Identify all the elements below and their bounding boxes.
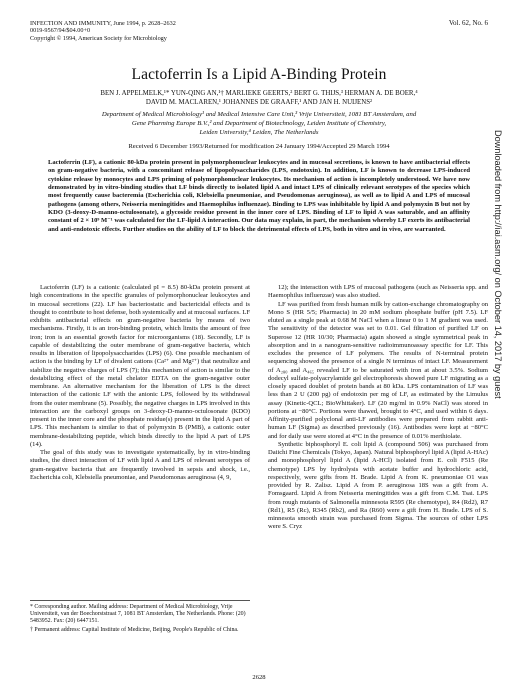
journal-citation bbox=[30, 20, 176, 42]
body-paragraph: Synthetic biphosphoryl E. coli lipid A (compound 506) was purchased from Daiichi Fine Chemicals (Tokyo, Japan). Natural biphosphoryl lipid A (lipid A-HAc) and monophosphoryl lipid A (lipid A-HCl) isolated from E. coli F515 (Re chemotype) LPS by hydrolysis with acetate buffer and hydrochloric acid, respectively, were gifts from H. Brade. Lipid A from K. pneumoniae O1 was provided by R. Zalisz. Lipid A from P. aeruginosa 18S was a gift from A. Fomsgaard. Lipid A from Neisseria meningitides was a gift from C.M. Tsai. LPS from rough mutants of Salmonella minnesota R595 (Re chemotype), R4 (Rd2), R7 (Rd1), R5 (Rc), R345 (Rb2), and Ra (R60) were a gift from H. Brade. LPS of S. minnesota smooth strain was purchased from Sigma. The sources of other LPS were S. Cryz bbox=[268, 440, 488, 531]
body-column-right bbox=[268, 284, 488, 532]
footnotes bbox=[30, 600, 250, 636]
author-list bbox=[30, 89, 488, 107]
download-watermark: Downloaded from http://iai.asm.org/ on October 14, 2017 by guest bbox=[493, 130, 503, 399]
author-line-2: DAVID M. MACLAREN,¹ JOHANNES DE GRAAFF,¹ AND JAN H. NUIJENS² bbox=[145, 99, 373, 106]
affiliations bbox=[30, 110, 488, 137]
body-column-left bbox=[30, 284, 250, 482]
affiliation-line-1: Department of Medical Microbiology¹ and Medical Intensive Care Unit,³ Vrije Universiteit, 1081 BT Amsterdam, and bbox=[101, 111, 417, 118]
corresponding-author-note: * Corresponding author. Mailing address: Department of Medical Microbiology, Vrije Universiteit, van der Boechorststraat 7, 1081 BT Amsterdam, The Netherlands. Phone: (20) 5483952. Fax: (20) 6447151. bbox=[30, 604, 246, 625]
issn-line: 0019-9567/94/$04.00+0 bbox=[30, 27, 91, 35]
body-paragraph: 12); the interaction with LPS of mucosal pathogens (such as Neisseria spp. and Haemophilus influenzae) was also studied. bbox=[268, 284, 488, 300]
author-line-1: BEN J. APPELMELK,¹* YUN-QING AN,¹† MARLIEKE GEERTS,² BERT G. THIJS,³ HERMAN A. DE BOER,⁴ bbox=[100, 90, 418, 97]
body-paragraph: Lactoferrin (LF) is a cationic (calculated pI = 8.5) 80-kDa protein present at high concentrations in the specific granules of polymorphonuclear leukocytes and in mucosal secretions (22). LF has bacteriostatic and bactericidal effects and is thought to contribute to host defense, both systemically and at mucosal surfaces. LF exhibits antibacterial effects on gram-negative bacteria by means of two mechanisms. Firstly, it is an iron-binding protein, which limits the amount of free iron; iron is an essential growth factor for microorganisms (18). Secondly, LF is capable of destabilizing the outer membrane of gram-negative bacteria, which results in liberation of lipopolysaccharides (LPS) (6). One possible mechanism of action is the binding by LF of divalent cations (Ca²⁺ and Mg²⁺) that neutralize and stabilize the negative charges of LPS (7); this mechanism of action is similar to the destabilizing effect of the metal chelator EDTA on the gram-negative outer membrane. An alternative mechanism for the liberation of LPS is the direct interaction of the cationic LF with the anionic LPS, followed by its withdrawal from the outer membrane (5). Possibly, the negative charges in LPS involved in this interaction are the carboxyl groups on 3-deoxy-D-manno-octulosonate (KDO) present in the inner core and the phosphate residue(s) present in the lipid A part of LPS. This mechanism is similar to that of polymyxin B (PMB), a cationic outer membrane-destabilizing peptide, which binds directly to the lipid A part of LPS (14). bbox=[30, 284, 251, 448]
body-paragraph: The goal of this study was to investigate systematically, by in vitro-binding studies, the direct interaction of LF with lipid A and LPS of relevant serotypes of gram-negative bacteria that are frequently involved in sepsis and shock, i.e., Escherichia coli, Klebsiella pneumoniae, and Pseudomonas aeruginosa (4, 9, bbox=[30, 449, 250, 481]
body-paragraph: LF was purified from fresh human milk by cation-exchange chromatography on Mono S (HR 5/5; Pharmacia) in 20 mM sodium phosphate buffer (pH 7.5). LF eluted as a single peak at 0.68 M NaCl when a linear 0 to 1 M gradient was used. The sensitivity of the detector was set to 0.01. Gel filtration of purified LF on Superose 12 (HR 10/30; Pharmacia) again showed a single symmetrical peak in absorption and in a nanogram-sensitive radioimmunoassay specific for LF. This excludes the presence of LF polymers. The results of N-terminal protein sequencing showed the presence of a single N terminus of intact LF. Measurement of A₂₈₀ and A₄₆₅ revealed LF to be saturated with iron at about 3.5%. Sodium dodecyl sulfate-polyacrylamide gel electrophoresis showed pure LF migrating as a closely spaced doublet of protein bands at 80 kDa. LPS contamination of LF was less than 2 U (200 pg) of endotoxin per mg of LF, as estimated by the Limulus assay (Kinetic-QCL; BioWhittaker). LF (20 mg/ml in 0.9% NaCl) was stored in portions at −80°C. Portions were thawed, brought to 4°C, and used within 6 days. Affinity-purified polyclonal anti-LF antibodies were prepared from rabbit anti-human LF (Sigma) as described previously (16). Antibodies were kept at −80°C and for daily use were stored at 4°C in the presence of 0.01% merthiolate. bbox=[268, 300, 488, 440]
affiliation-line-3: Leiden University,⁴ Leiden, The Netherlands bbox=[199, 129, 319, 136]
copyright-line: Copyright © 1994, American Society for Microbiology bbox=[30, 34, 167, 42]
volume-label: Vol. 62, No. 6 bbox=[448, 19, 488, 27]
received-dates: Received 6 December 1993/Returned for modification 24 January 1994/Accepted 29 March 1994 bbox=[128, 143, 390, 150]
journal-line: INFECTION AND IMMUNITY, June 1994, p. 2628–2632 bbox=[30, 20, 176, 27]
article-title: Lactoferrin Is a Lipid A-Binding Protein bbox=[131, 66, 387, 83]
abstract: Lactoferrin (LF), a cationic 80-kDa protein present in polymorphonuclear leukocytes and in mucosal secretions, is known to have antibacterial effects on gram-negative bacteria, with a concomitant release of lipopolysaccharides (LPS, endotoxin). In addition, LF is known to decrease LPS-induced cytokine release by monocytes and LPS priming of polymorphonuclear leukocytes. Its mechanism of action is incompletely understood. We have now demonstrated by in vitro-binding studies that LF binds directly to isolated lipid A and intact LPS of clinically relevant serotypes of the species which most frequently cause bacteremia (Escherichia coli, Klebsiella pneumoniae, and Pseudomonas aeruginosa), as well as to lipid A and LPS of mucosal pathogens (among others, Neisseria meningitides and Haemophilus influenzae). Binding to LPS was inhibitable by lipid A and polymyxin B but not by KDO (3-deoxy-D-manno-octulosonate), a glycoside residue present in the inner core of LPS. Binding of LF to lipid A was saturable, and an affinity constant of 2 × 10⁹ M⁻¹ was calculated for the LF-lipid A interaction. Our data may explain, in part, the mechanism whereby LF exerts its antibacterial and anti-endotoxic effects. Further studies on the ability of LF to block the detrimental effects of LPS, both in vitro and in vivo, are warranted. bbox=[48, 159, 470, 233]
permanent-address-note: † Permanent address: Capital Institute of Medicine, Beijing, People's Republic of China. bbox=[30, 627, 239, 634]
page-number: 2628 bbox=[252, 674, 266, 681]
affiliation-line-2: Gene Pharming Europe B.V.,² and Department of Biotechnology, Leiden Institute of Chemistry, bbox=[131, 120, 387, 127]
